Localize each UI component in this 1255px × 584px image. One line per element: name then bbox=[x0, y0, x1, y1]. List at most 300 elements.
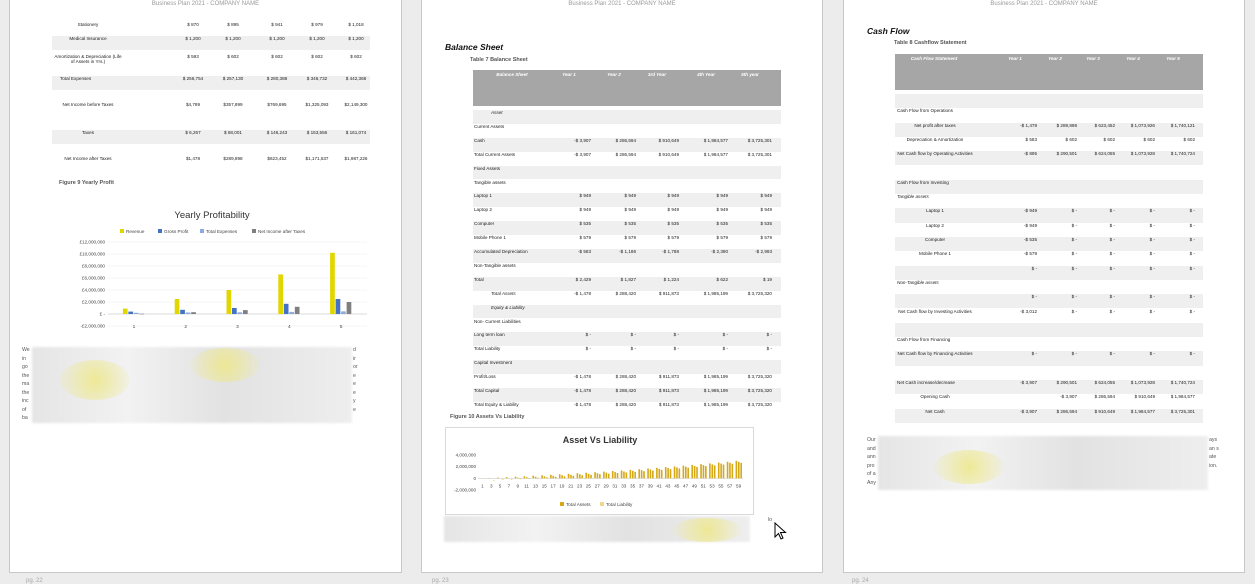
section-title: Cash Flow bbox=[867, 26, 910, 36]
value-cell: $ 286,594 bbox=[594, 152, 636, 157]
x-tick-label: 35 bbox=[630, 483, 636, 488]
value-cell: $ 3,725,301 bbox=[730, 152, 772, 157]
bar bbox=[709, 463, 711, 478]
value-cell: $ 949 bbox=[549, 193, 591, 198]
bar bbox=[295, 307, 300, 314]
bar bbox=[608, 474, 610, 479]
bar bbox=[683, 466, 685, 479]
y-tick-label: £10,000,000 bbox=[79, 252, 105, 257]
table-row bbox=[895, 137, 1203, 151]
figure-caption: Figure 10 Assets Vs Liability bbox=[450, 414, 524, 420]
value-cell: $ - bbox=[1035, 351, 1077, 356]
y-tick-label: £8,000,000 bbox=[82, 264, 105, 269]
legend-swatch bbox=[600, 502, 604, 506]
value-cell: $ 602 bbox=[215, 54, 251, 59]
table-row bbox=[895, 94, 1203, 108]
bar bbox=[590, 475, 592, 479]
bar bbox=[691, 465, 693, 478]
row-label: Stationery bbox=[52, 22, 124, 27]
chart-title: Asset Vs Liability bbox=[563, 435, 638, 445]
bar bbox=[284, 304, 289, 314]
row-label: Fixed Assets bbox=[473, 166, 554, 171]
row-label: Tangible assets bbox=[897, 194, 957, 199]
row-label: Laptop 1 bbox=[473, 193, 554, 198]
bar bbox=[541, 475, 543, 478]
document-page-22 bbox=[10, 0, 401, 572]
bar bbox=[696, 467, 698, 478]
value-cell: $ - bbox=[1073, 309, 1115, 314]
x-tick-label: 3 bbox=[490, 483, 493, 488]
x-tick-label: 5 bbox=[340, 324, 343, 330]
value-cell: $ 288,420 bbox=[594, 374, 636, 379]
bar bbox=[532, 476, 534, 479]
bar bbox=[573, 476, 575, 479]
value-cell: $ 602 bbox=[299, 54, 335, 59]
legend-label: Total Expenses bbox=[206, 229, 238, 234]
bar bbox=[336, 299, 341, 314]
value-cell: $ 949 bbox=[686, 193, 728, 198]
value-cell: $ 1,984,577 bbox=[686, 138, 728, 143]
value-cell: $ 3,725,320 bbox=[730, 291, 772, 296]
value-cell: $289,898 bbox=[215, 156, 251, 161]
row-label: Equity & Liability bbox=[491, 305, 561, 310]
value-cell: $ - bbox=[1153, 251, 1195, 256]
row-label: Total Current Assets bbox=[473, 152, 554, 157]
table-row bbox=[473, 235, 781, 249]
table-row bbox=[473, 166, 781, 180]
section-title: Balance Sheet bbox=[445, 42, 503, 52]
row-label: Computer bbox=[895, 237, 975, 242]
y-tick-label: £6,000,000 bbox=[82, 276, 105, 281]
table-row bbox=[473, 180, 781, 194]
table-row bbox=[895, 151, 1203, 165]
highlight-blob bbox=[60, 360, 130, 400]
column-header: Year 5 bbox=[1153, 56, 1193, 61]
income-table bbox=[52, 22, 370, 174]
value-cell: $ 535 bbox=[549, 221, 591, 226]
bar bbox=[711, 464, 713, 478]
row-label: Long term loan bbox=[473, 332, 554, 337]
value-cell: $ 1,985,199 bbox=[686, 291, 728, 296]
value-cell: $ 1,200 bbox=[259, 36, 295, 41]
table-row bbox=[52, 22, 370, 34]
bar bbox=[634, 472, 636, 478]
y-tick-label: -2,000,000 bbox=[454, 488, 476, 493]
row-label: Taxes bbox=[52, 130, 124, 135]
x-tick-label: 57 bbox=[727, 483, 733, 488]
value-cell: -$ 1,478 bbox=[995, 123, 1037, 128]
value-cell: $ 1,740,121 bbox=[1153, 123, 1195, 128]
value-cell: $ 623,452 bbox=[1073, 123, 1115, 128]
x-tick-label: 2 bbox=[184, 324, 187, 330]
bar bbox=[605, 473, 607, 479]
value-cell: $ 949 bbox=[730, 193, 772, 198]
value-cell: $ - bbox=[1035, 309, 1077, 314]
document-page-24 bbox=[844, 0, 1244, 572]
table-row bbox=[895, 394, 1203, 408]
value-cell: $ 288,420 bbox=[594, 402, 636, 407]
value-cell: $ 6,267 bbox=[175, 130, 211, 135]
row-label: Depreciation & Amortization bbox=[895, 137, 975, 142]
table-row bbox=[473, 207, 781, 221]
bar bbox=[670, 469, 672, 478]
x-tick-label: 21 bbox=[568, 483, 574, 488]
value-cell: $ 146,243 bbox=[259, 130, 295, 135]
value-cell: $ 1,073,928 bbox=[1113, 380, 1155, 385]
highlight-blob bbox=[672, 518, 742, 542]
value-cell: -$ 3,907 bbox=[549, 152, 591, 157]
table-row bbox=[52, 130, 370, 144]
column-header: 4th Year bbox=[686, 72, 726, 77]
value-cell: $ 1,200 bbox=[215, 36, 251, 41]
bar bbox=[732, 464, 734, 479]
table-row bbox=[895, 166, 1203, 180]
bar bbox=[597, 473, 599, 478]
column-header: Year 1 bbox=[549, 72, 589, 77]
bar bbox=[727, 462, 729, 479]
table-row bbox=[895, 351, 1203, 365]
row-label: Computer bbox=[473, 221, 554, 226]
value-cell: $ - bbox=[1113, 208, 1155, 213]
table-row bbox=[473, 124, 781, 138]
bar bbox=[740, 463, 742, 479]
column-header: 5th year bbox=[730, 72, 770, 77]
bar bbox=[656, 468, 658, 479]
value-cell: $ 3,725,320 bbox=[730, 374, 772, 379]
table-row bbox=[473, 346, 781, 360]
table-row bbox=[473, 388, 781, 402]
bar bbox=[679, 468, 681, 478]
value-cell: $ 949 bbox=[594, 193, 636, 198]
value-cell: $ 256,754 bbox=[175, 76, 211, 81]
x-tick-label: 9 bbox=[516, 483, 519, 488]
table-row bbox=[895, 380, 1203, 394]
value-cell: $ - bbox=[1035, 266, 1077, 271]
row-label: Net Cash flow by Investing Activities bbox=[895, 309, 975, 314]
table-row bbox=[895, 366, 1203, 380]
value-cell: $ 911,873 bbox=[637, 291, 679, 296]
table-row bbox=[52, 54, 370, 74]
legend-swatch bbox=[252, 229, 256, 233]
value-cell: $1,987,226 bbox=[338, 156, 374, 161]
row-label: Cash Flow from Investing bbox=[897, 180, 957, 185]
value-cell: -$ 535 bbox=[995, 237, 1037, 242]
value-cell: $ 1,200 bbox=[299, 36, 335, 41]
bar bbox=[564, 476, 566, 478]
x-tick-label: 19 bbox=[559, 483, 565, 488]
value-cell: $ - bbox=[1035, 251, 1077, 256]
x-tick-label: 1 bbox=[481, 483, 484, 488]
bar bbox=[186, 313, 191, 315]
table-row bbox=[473, 305, 781, 319]
bar bbox=[685, 467, 687, 479]
value-cell: $ - bbox=[995, 351, 1037, 356]
bar bbox=[614, 472, 616, 478]
value-cell: $ - bbox=[686, 346, 728, 351]
value-cell: $ 895 bbox=[215, 22, 251, 27]
table-row bbox=[895, 294, 1203, 308]
value-cell: $ 911,873 bbox=[637, 374, 679, 379]
value-cell: $2,149,300 bbox=[338, 102, 374, 107]
value-cell: $ - bbox=[1035, 237, 1077, 242]
value-cell: -$ 1,186 bbox=[594, 249, 636, 254]
bar bbox=[658, 469, 660, 479]
redacted-text-block bbox=[878, 436, 1208, 490]
column-header: Year 2 bbox=[594, 72, 634, 77]
bar bbox=[341, 311, 346, 314]
value-cell: $ - bbox=[1035, 223, 1077, 228]
bar bbox=[612, 471, 614, 478]
paragraph-trail: ays an s ate ion. bbox=[1209, 436, 1219, 470]
value-cell: $ 870 bbox=[175, 22, 211, 27]
x-tick-label: 45 bbox=[674, 483, 680, 488]
value-cell: $ 1,827 bbox=[594, 277, 636, 282]
page-header: Business Plan 2021 - COMPANY NAME bbox=[422, 0, 822, 8]
value-cell: $ 1,740,724 bbox=[1153, 380, 1195, 385]
bar bbox=[714, 465, 716, 478]
bar bbox=[577, 473, 579, 478]
legend-swatch bbox=[200, 229, 204, 233]
table-row bbox=[895, 251, 1203, 265]
bar bbox=[687, 468, 689, 479]
table-row bbox=[895, 180, 1203, 194]
bar bbox=[535, 477, 537, 479]
value-cell: $ 1,200 bbox=[175, 36, 211, 41]
value-cell: $1,325,093 bbox=[299, 102, 335, 107]
value-cell: -$ 3,012 bbox=[995, 309, 1037, 314]
value-cell: $ 1,985,199 bbox=[686, 402, 728, 407]
row-label: Cash Flow from Financing bbox=[897, 337, 957, 342]
bar bbox=[665, 467, 667, 478]
y-tick-label: £12,000,000 bbox=[79, 240, 105, 245]
value-cell: $ 1,073,928 bbox=[1113, 151, 1155, 156]
table-row bbox=[52, 36, 370, 50]
value-cell: $ - bbox=[1153, 266, 1195, 271]
value-cell: -$ 2,993 bbox=[730, 249, 772, 254]
table-row bbox=[473, 152, 781, 166]
bar bbox=[703, 465, 705, 478]
table-row bbox=[895, 237, 1203, 251]
row-label: Opening Cash bbox=[895, 394, 975, 399]
table-row bbox=[473, 249, 781, 263]
value-cell: $ - bbox=[1073, 266, 1115, 271]
table-row bbox=[895, 194, 1203, 208]
x-tick-label: 49 bbox=[692, 483, 698, 488]
table-row bbox=[52, 156, 370, 170]
value-cell: $ - bbox=[1073, 208, 1115, 213]
value-cell: $ - bbox=[1073, 223, 1115, 228]
bar bbox=[623, 471, 625, 478]
x-tick-label: 43 bbox=[665, 483, 671, 488]
value-cell: $ 593 bbox=[175, 54, 211, 59]
legend-swatch bbox=[158, 229, 162, 233]
value-cell: -$ 1,478 bbox=[549, 291, 591, 296]
row-label: Profit/Loss bbox=[473, 374, 554, 379]
bar bbox=[555, 477, 557, 479]
bar bbox=[723, 465, 725, 479]
page-header: Business Plan 2021 - COMPANY NAME bbox=[844, 0, 1244, 8]
y-tick-label: £ - bbox=[100, 312, 106, 317]
table-row bbox=[52, 102, 370, 116]
chart-frame bbox=[445, 427, 754, 515]
column-header: Balance Sheet bbox=[473, 72, 551, 77]
bar bbox=[497, 478, 499, 479]
value-cell: $ 1,985,199 bbox=[686, 388, 728, 393]
value-cell: $ 1,984,577 bbox=[686, 152, 728, 157]
value-cell: -$ 3,907 bbox=[995, 380, 1037, 385]
value-cell: $ - bbox=[1113, 266, 1155, 271]
value-cell: $ - bbox=[1153, 309, 1195, 314]
value-cell: $ - bbox=[1113, 223, 1155, 228]
yearly-profitability-chart bbox=[52, 204, 372, 334]
value-cell: $ - bbox=[1035, 294, 1077, 299]
paragraph-lead: We in go the ma the inc of ba bbox=[22, 346, 30, 423]
bar bbox=[718, 463, 720, 479]
bar bbox=[694, 466, 696, 478]
x-tick-label: 29 bbox=[604, 483, 610, 488]
x-tick-label: 33 bbox=[621, 483, 627, 488]
bar bbox=[736, 461, 738, 479]
row-label: Accumulated Depreciation bbox=[473, 249, 554, 254]
table-row bbox=[473, 319, 781, 333]
bar bbox=[544, 476, 546, 478]
value-cell: $ 911,873 bbox=[637, 388, 679, 393]
bar bbox=[238, 312, 243, 314]
table-row bbox=[473, 263, 781, 277]
y-tick-label: £2,000,000 bbox=[82, 300, 105, 305]
value-cell: $769,695 bbox=[259, 102, 295, 107]
bar bbox=[676, 467, 678, 478]
row-label: Amortization & Depreciation (Life of Assets in Yrs.) bbox=[52, 54, 124, 65]
cashflow-table bbox=[895, 54, 1203, 428]
legend-label: Gross Profit bbox=[164, 229, 189, 234]
bar bbox=[123, 309, 128, 314]
value-cell: $ 535 bbox=[637, 221, 679, 226]
table-caption: Table 7 Balance Sheet bbox=[470, 57, 528, 63]
bar bbox=[594, 472, 596, 478]
table-row bbox=[895, 208, 1203, 222]
value-cell: $ 579 bbox=[594, 235, 636, 240]
value-cell: $ 3,725,320 bbox=[730, 388, 772, 393]
table-row bbox=[895, 223, 1203, 237]
value-cell: $ 1,984,577 bbox=[1113, 409, 1155, 414]
bar bbox=[626, 472, 628, 478]
bar bbox=[175, 299, 180, 314]
value-cell: $ - bbox=[1153, 351, 1195, 356]
value-cell: $ 910,649 bbox=[637, 138, 679, 143]
x-tick-label: 23 bbox=[577, 483, 583, 488]
page-number: pg. 23 bbox=[432, 578, 449, 584]
x-tick-label: 4 bbox=[288, 324, 291, 330]
bar bbox=[617, 473, 619, 478]
value-cell: $ 1,740,724 bbox=[1153, 151, 1195, 156]
legend-swatch bbox=[120, 229, 124, 233]
y-tick-label: -£2,000,000 bbox=[80, 324, 105, 329]
x-tick-label: 41 bbox=[657, 483, 663, 488]
row-label: Total Expenses bbox=[60, 76, 140, 81]
value-cell: $ 949 bbox=[730, 207, 772, 212]
bar bbox=[667, 468, 669, 478]
bar bbox=[537, 478, 539, 479]
value-cell: $623,452 bbox=[259, 156, 295, 161]
bar bbox=[550, 475, 552, 479]
value-cell: $ 535 bbox=[686, 221, 728, 226]
value-cell: $1,478 bbox=[175, 156, 211, 161]
row-label: Net Income before Taxes bbox=[52, 102, 124, 107]
value-cell: -$ 949 bbox=[995, 223, 1037, 228]
table-row bbox=[473, 221, 781, 235]
value-cell: $ - bbox=[1113, 237, 1155, 242]
bar bbox=[552, 476, 554, 479]
value-cell: $ 3,725,301 bbox=[1153, 409, 1195, 414]
row-label: Total Equity & Liability bbox=[473, 402, 554, 407]
value-cell: -$ 583 bbox=[549, 249, 591, 254]
bar bbox=[561, 475, 563, 478]
table-row bbox=[473, 138, 781, 152]
table-row bbox=[473, 291, 781, 305]
bar bbox=[180, 310, 185, 314]
value-cell: $ 3,725,320 bbox=[730, 402, 772, 407]
value-cell: $ - bbox=[637, 332, 679, 337]
x-tick-label: 15 bbox=[542, 483, 548, 488]
x-tick-label: 25 bbox=[586, 483, 592, 488]
bar bbox=[559, 474, 561, 478]
row-label: Net Cash flow by Operating Activities bbox=[895, 151, 975, 156]
legend-swatch bbox=[560, 502, 564, 506]
row-label: Cash bbox=[473, 138, 554, 143]
row-label: Net Cash flow by Financing Activities bbox=[895, 351, 975, 356]
value-cell: $ 153,556 bbox=[299, 130, 335, 135]
bar bbox=[570, 475, 572, 479]
value-cell: $ 286,594 bbox=[594, 138, 636, 143]
figure-caption: Figure 9 Yearly Profit bbox=[59, 180, 114, 186]
table-row bbox=[895, 280, 1203, 294]
table-row bbox=[473, 374, 781, 388]
bar bbox=[227, 290, 232, 314]
paragraph-trail: d ir or e e e y e bbox=[353, 346, 359, 414]
bar bbox=[330, 253, 335, 314]
table-header bbox=[895, 54, 1203, 90]
row-label: Net profit after taxes bbox=[895, 123, 975, 128]
column-header: Year 3 bbox=[1073, 56, 1113, 61]
trailing-text: lo bbox=[768, 516, 772, 525]
value-cell: $ 257,130 bbox=[215, 76, 251, 81]
bar bbox=[661, 470, 663, 479]
bar bbox=[720, 464, 722, 479]
bar bbox=[568, 474, 570, 479]
value-cell: $ 583 bbox=[995, 137, 1037, 142]
value-cell: -$ 1,478 bbox=[549, 402, 591, 407]
value-cell: $ 290,501 bbox=[1035, 380, 1077, 385]
x-tick-label: 51 bbox=[701, 483, 707, 488]
bar bbox=[621, 470, 623, 478]
table-row bbox=[473, 193, 781, 207]
value-cell: $ - bbox=[1153, 208, 1195, 213]
value-cell: $ - bbox=[549, 332, 591, 337]
value-cell: $ - bbox=[1153, 294, 1195, 299]
value-cell: $ - bbox=[995, 266, 1037, 271]
value-cell: $ 290,501 bbox=[1035, 151, 1077, 156]
value-cell: $4,789 bbox=[175, 102, 211, 107]
value-cell: $ 1,985,199 bbox=[686, 374, 728, 379]
value-cell: $ 579 bbox=[686, 235, 728, 240]
x-tick-label: 47 bbox=[683, 483, 689, 488]
table-row bbox=[895, 108, 1203, 122]
bar bbox=[139, 314, 144, 315]
value-cell: $ - bbox=[1113, 309, 1155, 314]
bar bbox=[588, 474, 590, 479]
x-tick-label: 11 bbox=[524, 483, 529, 488]
